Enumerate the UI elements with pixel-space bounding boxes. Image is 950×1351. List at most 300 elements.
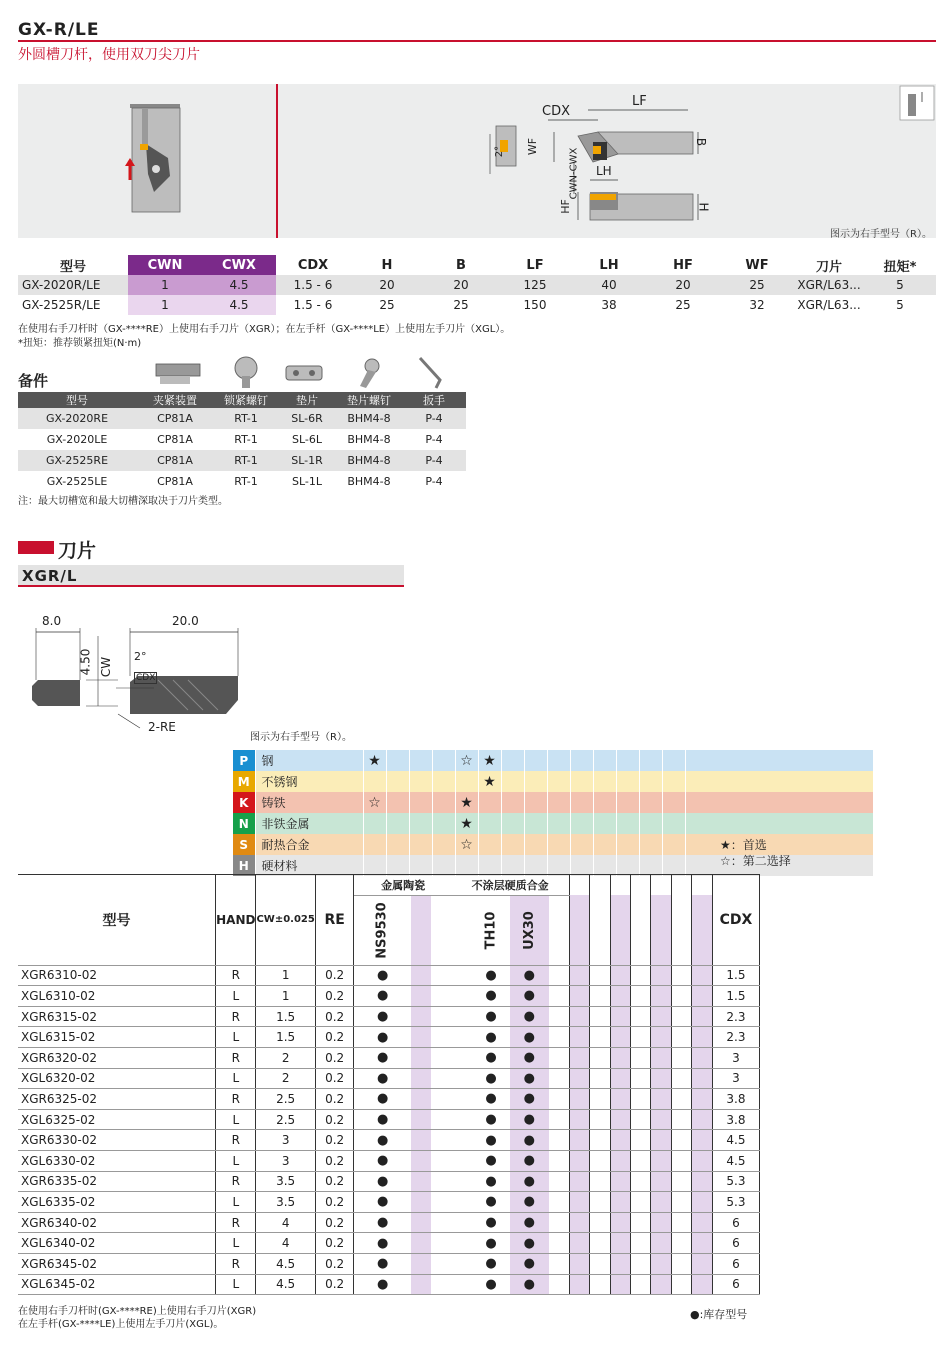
iso-grade-mark: ★ [363, 750, 386, 771]
th-wrench: 扳手 [402, 392, 466, 408]
cell-hand: R [216, 1253, 256, 1274]
cell-model: GX-2525R/LE [18, 295, 128, 315]
iso-row-n [233, 813, 873, 834]
cell-grade [590, 1212, 610, 1233]
cell-grade [651, 1253, 671, 1274]
cell-cdx: 4.5 [712, 1150, 759, 1171]
table-row [18, 429, 466, 450]
cell-grade [610, 1109, 630, 1130]
th-grade-blank [692, 895, 712, 965]
th-cdx: CDX [712, 875, 759, 966]
iso-grade-mark [386, 792, 409, 813]
iso-grade-mark [363, 834, 386, 855]
table-row [18, 1006, 760, 1027]
holder-header-row [18, 255, 936, 275]
th-grade-blank [549, 895, 569, 965]
cell-re: 0.2 [315, 965, 354, 986]
cell-grade [610, 1150, 630, 1171]
cell-insert: XGR/L63... [794, 275, 864, 295]
cell-cw: 4.5 [256, 1253, 315, 1274]
iso-grade-mark [570, 855, 593, 876]
cell: GX-2020LE [18, 429, 136, 450]
iso-grade-mark [616, 771, 639, 792]
cell-grade [590, 1274, 610, 1295]
cell-grade [431, 1047, 451, 1068]
cell-re: 0.2 [315, 1089, 354, 1110]
cell-stock-th10: ● [472, 1130, 510, 1151]
dim-8: 8.0 [42, 614, 62, 628]
cell: RT-1 [214, 429, 278, 450]
cell-grade [631, 1047, 651, 1068]
cell-grade [610, 965, 630, 986]
th-re: RE [315, 875, 354, 966]
cell-re: 0.2 [315, 1109, 354, 1130]
cell-stock-th10: ● [472, 1109, 510, 1130]
dim-b: B [694, 137, 709, 147]
th-insert: 刀片 [815, 259, 842, 275]
th-grade-blank [411, 895, 431, 965]
cell-h: 20 [350, 275, 424, 295]
table-row [18, 1027, 760, 1048]
section-marker [18, 541, 54, 554]
iso-grade-mark [570, 750, 593, 771]
cell-grade [631, 1192, 651, 1213]
iso-grade-mark [547, 771, 570, 792]
iso-grade-mark [593, 792, 616, 813]
iso-grade-mark: ★ [455, 813, 478, 834]
cell-stock-th10: ● [472, 1150, 510, 1171]
th-lock-screw: 锁紧螺钉 [214, 392, 278, 408]
cell-grade [549, 1047, 569, 1068]
cell-grade [590, 1130, 610, 1151]
cell-cwn: 1 [128, 295, 202, 315]
cell-grade [631, 1150, 651, 1171]
iso-grade-mark [524, 855, 547, 876]
th-grade-blank [569, 895, 589, 965]
iso-grade-mark [547, 834, 570, 855]
th-spacer [651, 875, 671, 896]
iso-grade-mark [432, 813, 455, 834]
iso-grade-mark [639, 834, 662, 855]
th-grade-blank [671, 895, 691, 965]
th-grade-blank [651, 895, 671, 965]
iso-grade-mark [593, 813, 616, 834]
iso-grade-mark [593, 771, 616, 792]
cell-grade [549, 986, 569, 1007]
cell-stock-ux30: ● [510, 1171, 549, 1192]
iso-grade-mark [593, 855, 616, 876]
legend-first-choice: ★：首选 [720, 838, 767, 852]
cell-model: GX-2020R/LE [18, 275, 128, 295]
iso-grade-mark [501, 855, 524, 876]
holder-side-view [125, 104, 180, 212]
cell-grade [671, 1109, 691, 1130]
cell-grade [411, 1068, 431, 1089]
cell-grade [631, 1089, 651, 1110]
cell-grade [631, 1171, 651, 1192]
cell-grade [569, 965, 589, 986]
iso-material-name: 钢 [255, 750, 363, 771]
blade-heading: 刀片 [58, 540, 97, 562]
cell: BHM4-8 [336, 408, 402, 429]
cell-grade [692, 986, 712, 1007]
cell-grade [671, 1253, 691, 1274]
cell-model: XGR6315-02 [18, 1006, 216, 1027]
iso-code: S [233, 834, 255, 855]
figure-note: 图示为右手型号（R）。 [830, 229, 932, 240]
iso-grade-mark [386, 750, 409, 771]
iso-grade-mark [547, 750, 570, 771]
cell-stock-ux30: ● [510, 1130, 549, 1151]
cell-grade [651, 1233, 671, 1254]
spares-header-row [18, 392, 466, 408]
cell-grade [452, 1130, 472, 1151]
th-model: 型号 [59, 259, 86, 275]
iso-grade-mark: ★ [478, 750, 501, 771]
iso-grade-mark [639, 771, 662, 792]
iso-grade-mark [570, 813, 593, 834]
cell-cdx: 1.5 [712, 986, 759, 1007]
cell-stock-ux30: ● [510, 965, 549, 986]
cell-grade [569, 986, 589, 1007]
cell-stock-ns9530: ● [354, 1233, 411, 1254]
iso-grade-mark [639, 792, 662, 813]
iso-code: P [233, 750, 255, 771]
cell-cdx: 1.5 [712, 965, 759, 986]
cell-re: 0.2 [315, 1253, 354, 1274]
cell-grade [651, 1192, 671, 1213]
cell-grade [549, 1150, 569, 1171]
cell-stock-ns9530: ● [354, 1150, 411, 1171]
iso-grade-mark [386, 771, 409, 792]
cell-grade [590, 1253, 610, 1274]
dim-wf: WF [526, 137, 540, 156]
iso-code: N [233, 813, 255, 834]
iso-grade-mark [547, 855, 570, 876]
cell-grade [610, 1192, 630, 1213]
cell-grade [671, 1027, 691, 1048]
cell-grade [569, 1068, 589, 1089]
cell-lh: 40 [572, 275, 646, 295]
iso-material-name: 硬材料 [255, 855, 363, 876]
cell-stock-th10: ● [472, 1253, 510, 1274]
cell-grade [631, 1253, 651, 1274]
cell-h: 25 [350, 295, 424, 315]
cell-grade [452, 986, 472, 1007]
cell: P-4 [402, 450, 466, 471]
iso-grade-mark [662, 771, 685, 792]
iso-grade-mark [662, 813, 685, 834]
cell-cdx: 6 [712, 1253, 759, 1274]
iso-material-name: 非铁金属 [255, 813, 363, 834]
iso-grade-mark [524, 792, 547, 813]
cell-grade [431, 1109, 451, 1130]
table-row [18, 1109, 760, 1130]
cell-grade [452, 1253, 472, 1274]
iso-grade-mark: ★ [455, 792, 478, 813]
iso-grade-mark [662, 750, 685, 771]
th-grade-blank [452, 895, 472, 965]
iso-grade-mark [501, 792, 524, 813]
cell-grade [671, 1089, 691, 1110]
iso-grade-mark: ☆ [455, 750, 478, 771]
iso-grade-mark: ★ [478, 771, 501, 792]
blade-note: 图示为右手型号（R）。 [250, 732, 352, 743]
cell-hf: 20 [646, 275, 720, 295]
cell-grade [590, 1171, 610, 1192]
cell-grade [651, 986, 671, 1007]
iso-grade-mark [524, 750, 547, 771]
th-grade-blank [590, 895, 610, 965]
spares-title: 备件 [18, 372, 49, 390]
cell-grade [590, 1006, 610, 1027]
cell-insert: XGR/L63... [794, 295, 864, 315]
cell: SL-6L [278, 429, 336, 450]
cell-grade [549, 1171, 569, 1192]
cell-grade [549, 965, 569, 986]
iso-grade-mark [409, 750, 432, 771]
cell-grade [569, 1109, 589, 1130]
cell-grade [452, 1027, 472, 1048]
cell: P-4 [402, 471, 466, 492]
cell-grade [651, 1047, 671, 1068]
cell-model: XGR6335-02 [18, 1171, 216, 1192]
cell-grade [549, 1192, 569, 1213]
cell-grade [692, 1253, 712, 1274]
cell-hand: L [216, 1150, 256, 1171]
cell-grade [431, 1027, 451, 1048]
cell-grade [431, 1253, 451, 1274]
iso-grade-mark [593, 750, 616, 771]
cell-grade [610, 1068, 630, 1089]
cell-wf: 32 [720, 295, 794, 315]
th-spacer [569, 875, 589, 896]
iso-grade-mark [432, 750, 455, 771]
table-row [18, 1130, 760, 1151]
iso-grade-mark [478, 855, 501, 876]
iso-grade-mark [547, 792, 570, 813]
cell-cdx: 6 [712, 1274, 759, 1295]
iso-grade-mark [432, 792, 455, 813]
iso-grade-mark [616, 813, 639, 834]
cell-re: 0.2 [315, 1212, 354, 1233]
cell-model: XGL6340-02 [18, 1233, 216, 1254]
cell-model: XGR6345-02 [18, 1253, 216, 1274]
cell-stock-ns9530: ● [354, 1171, 411, 1192]
cell-grade [431, 1233, 451, 1254]
cell-cw: 4 [256, 1233, 315, 1254]
spares-note: 注：最大切槽宽和最大切槽深取决于刀片类型。 [18, 496, 228, 507]
cell-hand: R [216, 1089, 256, 1110]
iso-grade-mark [409, 792, 432, 813]
cell-grade [692, 1006, 712, 1027]
cell-grade [610, 1171, 630, 1192]
dim-450: 4.50 [78, 648, 93, 676]
cell: RT-1 [214, 471, 278, 492]
cell-grade [651, 1274, 671, 1295]
cell-grade [549, 1027, 569, 1048]
dim-cwn-cwx: CWN-CWX [568, 147, 580, 200]
cell-grade [452, 1047, 472, 1068]
cell-re: 0.2 [315, 1047, 354, 1068]
iso-grade-mark [501, 750, 524, 771]
iso-grade-mark [501, 813, 524, 834]
cell-stock-th10: ● [472, 1192, 510, 1213]
table-row [18, 986, 760, 1007]
cell-stock-ns9530: ● [354, 1047, 411, 1068]
cell-grade [452, 1192, 472, 1213]
grades-footer-2: 在左手杆(GX-****LE)上使用左手刀片(XGL)。 [18, 1319, 224, 1330]
cell-lf: 150 [498, 295, 572, 315]
table-row [18, 1171, 760, 1192]
iso-grade-mark [386, 834, 409, 855]
cell-grade [431, 1150, 451, 1171]
cell: SL-1R [278, 450, 336, 471]
iso-grade-mark [478, 792, 501, 813]
cell-cwn: 1 [128, 275, 202, 295]
cell-cdx: 4.5 [712, 1130, 759, 1151]
table-row [18, 1068, 760, 1089]
cell-grade [651, 1006, 671, 1027]
table-row [18, 450, 466, 471]
cell-grade [431, 1006, 451, 1027]
page-title: GX-R/LE [18, 20, 100, 40]
cell-model: XGR6340-02 [18, 1212, 216, 1233]
iso-row-m [233, 771, 873, 792]
cell-cw: 4.5 [256, 1274, 315, 1295]
dim-blade-angle: 2° [134, 650, 147, 663]
cell-cw: 3.5 [256, 1192, 315, 1213]
cell-grade [549, 1006, 569, 1027]
cell: GX-2525LE [18, 471, 136, 492]
cell-grade [671, 1274, 691, 1295]
iso-row-tail [685, 771, 873, 792]
cell-grade [692, 1109, 712, 1130]
cell-stock-ux30: ● [510, 1253, 549, 1274]
iso-grade-mark [524, 813, 547, 834]
cell-grade [631, 965, 651, 986]
cell-cwx: 4.5 [202, 275, 276, 295]
cell-re: 0.2 [315, 1233, 354, 1254]
cell-grade [651, 1089, 671, 1110]
iso-grade-mark: ☆ [455, 834, 478, 855]
cell-grade [651, 1027, 671, 1048]
cell-grade [452, 1274, 472, 1295]
th-h: H [381, 257, 393, 273]
iso-material-name: 不锈钢 [255, 771, 363, 792]
cell-grade [411, 1192, 431, 1213]
cell-stock-ux30: ● [510, 986, 549, 1007]
cell-model: XGL6325-02 [18, 1109, 216, 1130]
cell-grade [411, 1006, 431, 1027]
iso-grade-mark [432, 855, 455, 876]
cell-grade [610, 1253, 630, 1274]
cell: BHM4-8 [336, 450, 402, 471]
th-model: 型号 [18, 875, 216, 966]
cell-stock-th10: ● [472, 1274, 510, 1295]
cell: GX-2020RE [18, 408, 136, 429]
iso-row-tail [685, 813, 873, 834]
th-grade-ns9530: NS9530 [354, 895, 411, 965]
cell-grade [411, 1027, 431, 1048]
cell-cw: 2.5 [256, 1109, 315, 1130]
cell: BHM4-8 [336, 471, 402, 492]
cell-grade [411, 1253, 431, 1274]
cell-grade [692, 1047, 712, 1068]
dim-re: 2-RE [148, 720, 176, 734]
iso-material-name: 耐热合金 [255, 834, 363, 855]
cell-model: XGL6345-02 [18, 1274, 216, 1295]
table-row [18, 295, 936, 315]
cell: SL-6R [278, 408, 336, 429]
dim-h: H [696, 202, 711, 212]
table-row [18, 1089, 760, 1110]
iso-grade-mark [363, 855, 386, 876]
cell-grade [692, 1212, 712, 1233]
cell-hand: R [216, 1212, 256, 1233]
cell-stock-th10: ● [472, 1089, 510, 1110]
table-row [18, 471, 466, 492]
th-b: B [456, 257, 466, 273]
th-spacer [610, 875, 630, 896]
iso-grade-mark [639, 855, 662, 876]
iso-grade-mark [547, 813, 570, 834]
th-spacer [692, 875, 712, 896]
th-grade-blank [610, 895, 630, 965]
th-grade-ux30: UX30 [510, 895, 549, 965]
cell-hand: R [216, 1171, 256, 1192]
spares-table [18, 392, 466, 492]
cell-grade [549, 1109, 569, 1130]
th-spacer [631, 875, 651, 896]
cell-model: XGL6310-02 [18, 986, 216, 1007]
cell-hand: L [216, 1192, 256, 1213]
cell-stock-th10: ● [472, 986, 510, 1007]
cell-grade [692, 1068, 712, 1089]
table-row [18, 1192, 760, 1213]
blade-grades-table [18, 874, 760, 1295]
cell-model: XGR6310-02 [18, 965, 216, 986]
table-row [18, 408, 466, 429]
cell-grade [671, 1150, 691, 1171]
cell: CP81A [136, 450, 214, 471]
cell-cdx: 1.5 - 6 [276, 295, 350, 315]
cell-grade [610, 1130, 630, 1151]
th-grade-th10: TH10 [472, 895, 510, 965]
cell-grade [431, 965, 451, 986]
cell-grade [651, 1212, 671, 1233]
iso-grade-mark [432, 834, 455, 855]
holder-note-1: 在使用右手刀杆时（GX-****RE）上使用右手刀片（XGR）；在左手杆（GX-****LE）上使用左手刀片（XGL）。 [18, 324, 511, 335]
cell-model: XGL6320-02 [18, 1068, 216, 1089]
cell-stock-ns9530: ● [354, 1089, 411, 1110]
cell-grade [671, 1171, 691, 1192]
title-rule [18, 40, 936, 42]
cell-stock-ns9530: ● [354, 1130, 411, 1151]
cell-b: 20 [424, 275, 498, 295]
iso-grade-mark [386, 813, 409, 834]
cell-grade [549, 1212, 569, 1233]
table-row [18, 1212, 760, 1233]
th-cwn: CWN [128, 255, 202, 275]
th-grade-blank [631, 895, 651, 965]
orientation-icon [900, 86, 934, 120]
cell-b: 25 [424, 295, 498, 315]
cell-cdx: 6 [712, 1233, 759, 1254]
th-model: 型号 [18, 392, 136, 408]
grades-group-row [18, 875, 760, 896]
cell-grade [431, 1068, 451, 1089]
